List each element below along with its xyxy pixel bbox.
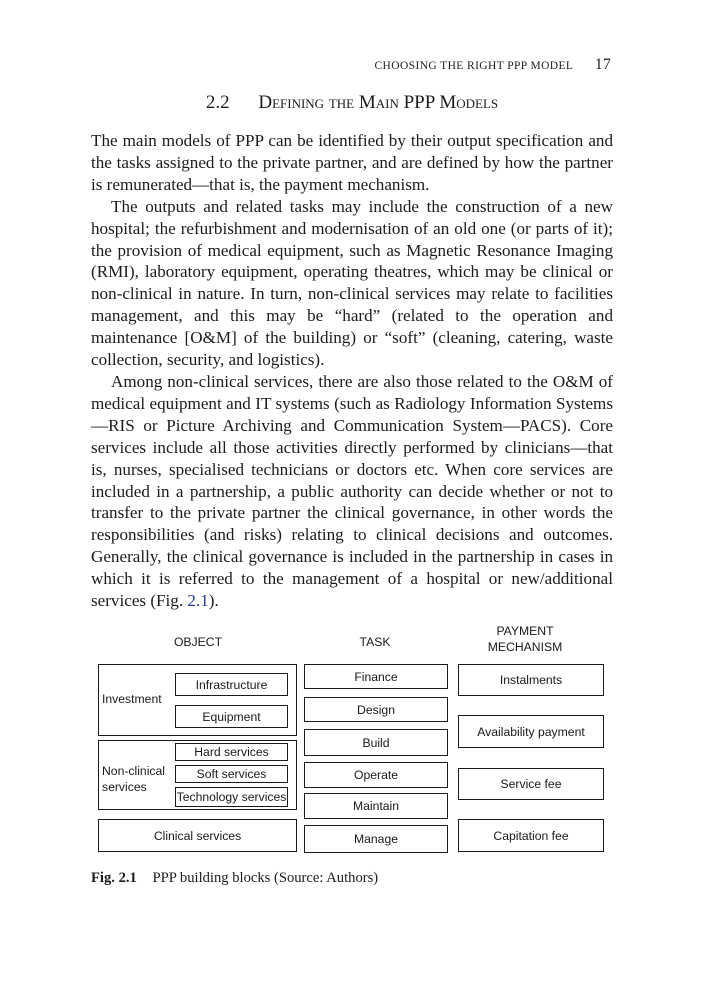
- infrastructure-box: Infrastructure: [175, 673, 288, 696]
- header-object: OBJECT: [173, 635, 223, 649]
- paragraph-3-end: ).: [208, 591, 219, 611]
- clinical-services-box: Clinical services: [98, 819, 297, 852]
- body-text: [91, 130, 613, 612]
- section-heading: [0, 92, 704, 114]
- equipment-box: Equipment: [175, 705, 288, 728]
- figure-caption: [91, 870, 378, 887]
- payment-service-fee-box: Service fee: [458, 768, 604, 800]
- header-payment-line2: MECHANISM: [487, 640, 563, 654]
- technology-services-box: Technology services: [175, 787, 288, 807]
- task-design-box: Design: [304, 697, 448, 722]
- payment-instalments-box: Instalments: [458, 664, 604, 696]
- non-clinical-label-line2: services: [102, 780, 147, 794]
- page-number: 17: [594, 56, 611, 73]
- paragraph-3-text: Among non-clinical services, there are also those related to the O&M of medical equipment and IT systems (such as Radiology Information Systems—RIS or Picture Archiving and Communication System—PACS). Core services include all those activities directly performed by clinicians—that is, nurses, specialised technicians or doctors etc. When core services are included in a partnership, a public authority can decide whether or not to transfer to the private partner the clinical governance, in other words the responsibilities (and risks) relating to clinical decisions and outcomes. Generally, the clinical governance is included in the partnership in cases in which it is referred to the management of a hospital or new/additional services (Fig.: [91, 371, 613, 611]
- task-manage-box: Manage: [304, 825, 448, 853]
- non-clinical-label: [102, 763, 165, 795]
- task-finance-box: Finance: [304, 664, 448, 689]
- task-build-box: Build: [304, 729, 448, 756]
- soft-services-box: Soft services: [175, 765, 288, 783]
- task-operate-box: Operate: [304, 762, 448, 788]
- hard-services-box: Hard services: [175, 743, 288, 761]
- non-clinical-label-line1: Non-clinical: [102, 764, 165, 778]
- header-payment-mechanism: [470, 623, 580, 655]
- section-number: 2.2: [205, 92, 230, 113]
- running-head-title: CHOOSING THE RIGHT PPP MODEL: [374, 60, 574, 72]
- section-title: Defining the Main PPP Models: [258, 92, 499, 113]
- ppp-building-blocks-figure: [98, 618, 608, 858]
- running-head: [374, 56, 611, 74]
- figure-caption-label: Fig. 2.1: [91, 870, 137, 886]
- investment-label: Investment: [102, 692, 162, 706]
- task-maintain-box: Maintain: [304, 793, 448, 819]
- paragraph-2: The outputs and related tasks may include the construction of a new hospital; the refurbishment and modernisation of an old one (or parts of it); the provision of medical equipment, such as Magnetic Resonance Imaging (RMI), laboratory equipment, operating theatres, which may be clinical or non-clinical in nature. In turn, non-clinical services may relate to facilities management, and this may be “hard” (related to the operation and maintenance [O&M] of the building) or “soft” (cleaning, catering, waste collection, security, and logistics).: [91, 196, 613, 370]
- paragraph-1: The main models of PPP can be identified by their output specification and the tasks assigned to the private partner, and are defined by how the partner is remunerated—that is, the payment mechanism.: [91, 131, 613, 194]
- figure-reference-link[interactable]: 2.1: [187, 591, 209, 611]
- payment-capitation-fee-box: Capitation fee: [458, 819, 604, 852]
- payment-availability-box: Availability payment: [458, 715, 604, 748]
- header-payment-line1: PAYMENT: [496, 624, 554, 638]
- figure-caption-text: PPP building blocks (Source: Authors): [152, 870, 379, 886]
- header-task: TASK: [359, 635, 391, 649]
- paragraph-3: [91, 371, 613, 612]
